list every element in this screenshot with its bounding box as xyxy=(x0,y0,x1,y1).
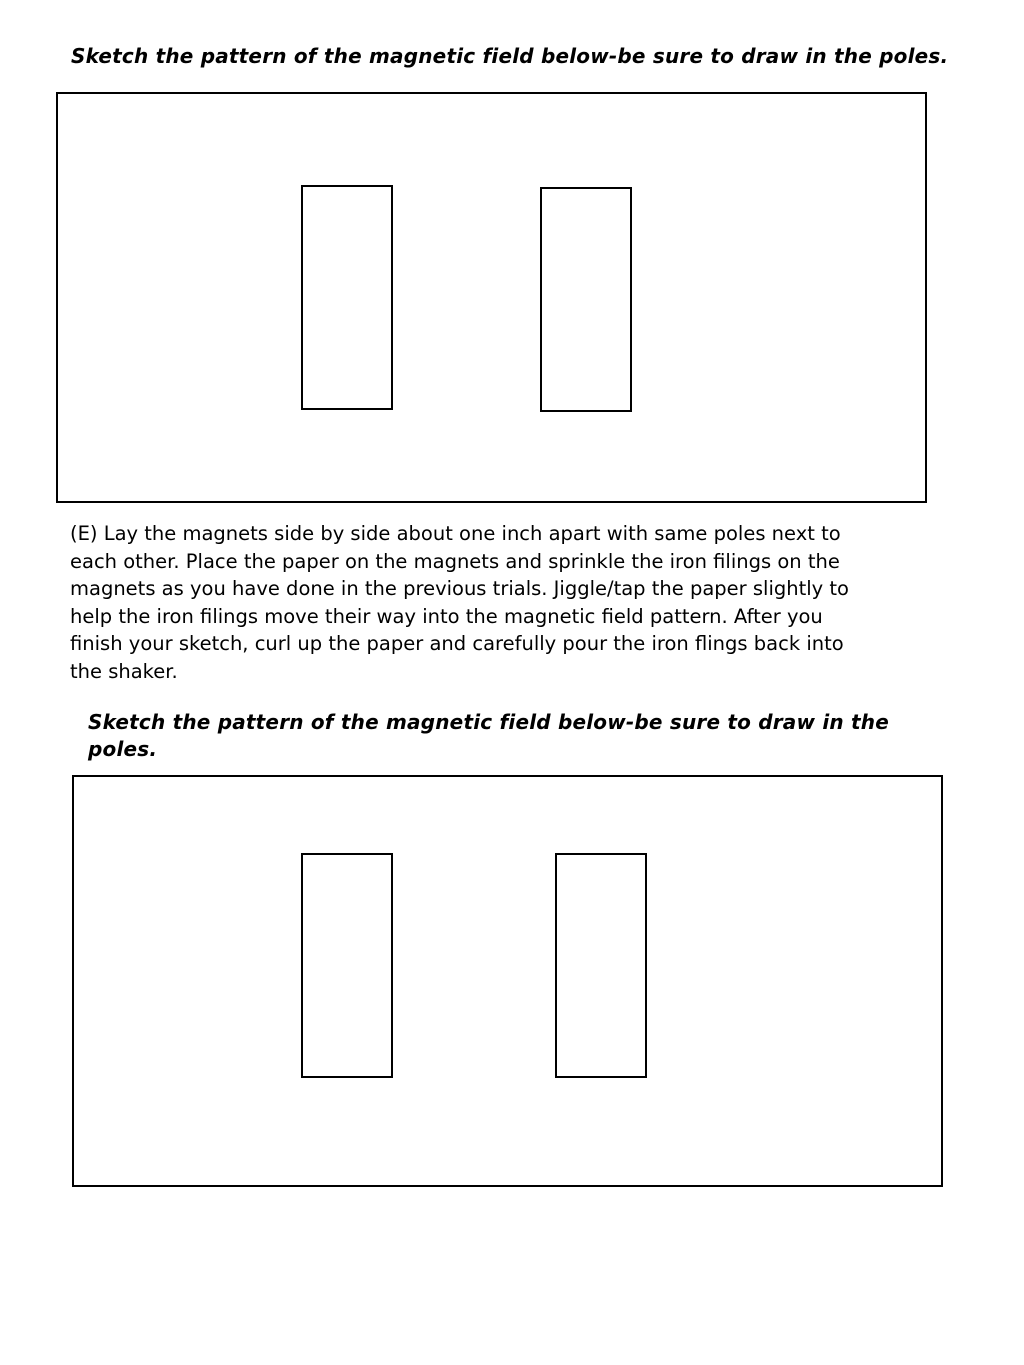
magnet-outline-right-2 xyxy=(555,853,647,1078)
sketch-area-1[interactable] xyxy=(56,92,927,503)
magnet-outline-left-2 xyxy=(301,853,393,1078)
sketch-instruction-1: Sketch the pattern of the magnetic field below-be sure to draw in the poles. xyxy=(71,44,949,68)
sketch-area-2[interactable] xyxy=(72,775,943,1187)
magnet-outline-left-1 xyxy=(301,185,393,410)
magnet-outline-right-1 xyxy=(540,187,632,412)
step-e-instructions: (E) Lay the magnets side by side about one inch apart with same poles next to each other. Place the paper on the magnets and sprinkle the iron filings on the magnets as you have done in the previous trials. Jiggle/tap the paper slightly to help the iron filings move their way into the magnetic field pattern. After you finish your sketch, curl up the paper and carefully pour the iron flings back into the shaker. xyxy=(70,522,849,683)
sketch-instruction-2: Sketch the pattern of the magnetic field below-be sure to draw in the poles. xyxy=(88,710,889,761)
